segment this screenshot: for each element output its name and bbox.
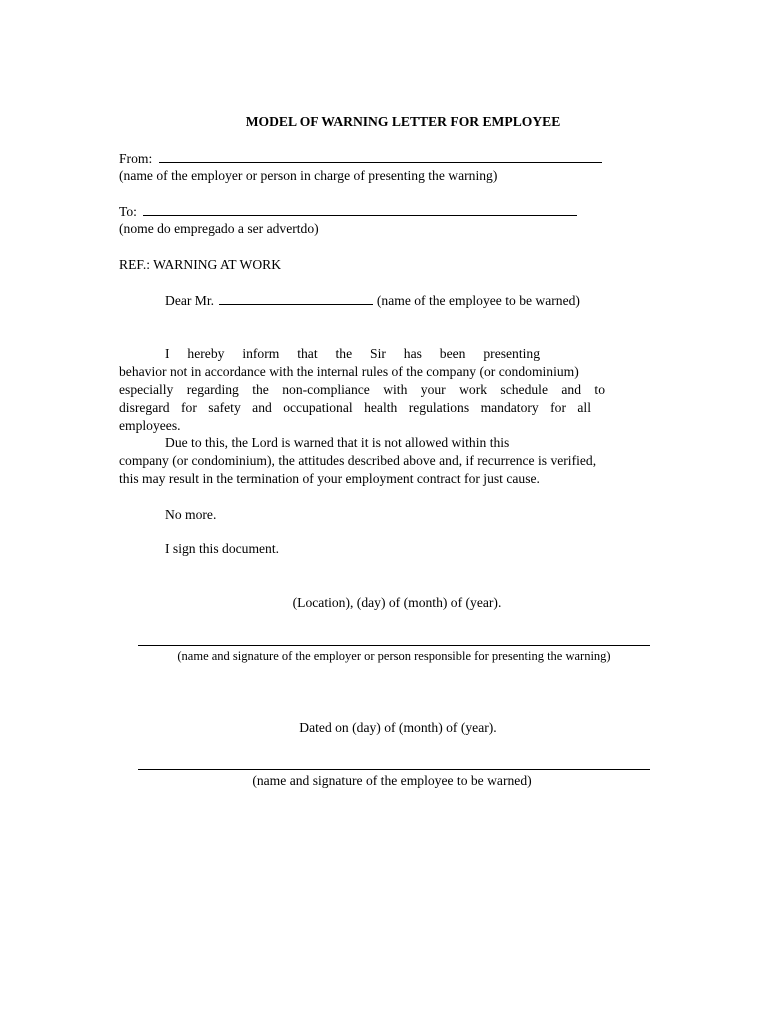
- body-p2-line-3: this may result in the termination of your employment contract for just cause.: [119, 471, 540, 486]
- to-label: To:: [119, 204, 137, 219]
- closing-no-more: No more.: [165, 507, 217, 522]
- salutation: [165, 291, 580, 310]
- to-blank[interactable]: [143, 202, 577, 216]
- body-p2-line-2: company (or condominium), the attitudes described above and, if recurrence is verified,: [119, 453, 597, 468]
- from-blank[interactable]: [159, 149, 602, 163]
- to-hint: (nome do empregado a ser advertdo): [119, 221, 319, 236]
- from-hint: (name of the employer or person in charge of presenting the warning): [119, 168, 498, 183]
- to-line: [119, 202, 577, 221]
- employee-name-blank[interactable]: [219, 291, 373, 305]
- salutation-hint: (name of the employee to be warned): [376, 293, 580, 308]
- document-title: MODEL OF WARNING LETTER FOR EMPLOYEE: [245, 114, 561, 129]
- body-p1-line-5: employees.: [119, 418, 181, 433]
- closing-sign: I sign this document.: [165, 541, 280, 556]
- from-label: From:: [119, 151, 153, 166]
- body-p1-line-1: I hereby inform that the Sir has been presenting: [165, 346, 540, 361]
- employee-signature-caption: (name and signature of the employee to be warned): [252, 773, 532, 788]
- reference-line: REF.: WARNING AT WORK: [119, 257, 282, 272]
- from-line: [119, 149, 602, 168]
- body-p1-line-2: behavior not in accordance with the internal rules of the company (or condominium): [119, 364, 579, 379]
- employer-signature-caption: (name and signature of the employer or person responsible for presenting the warning): [177, 649, 611, 663]
- dated-line: Dated on (day) of (month) of (year).: [299, 720, 497, 735]
- employee-signature-line[interactable]: [138, 769, 650, 770]
- place-date: (Location), (day) of (month) of (year).: [292, 595, 502, 610]
- body-p2-line-1: Due to this, the Lord is warned that it is not allowed within this: [165, 435, 510, 450]
- salutation-prefix: Dear Mr.: [165, 293, 215, 308]
- body-p1-line-4: disregard for safety and occupational health regulations mandatory for all: [119, 400, 591, 415]
- body-p1-line-3: especially regarding the non-compliance with your work schedule and to: [119, 382, 605, 397]
- employer-signature-line[interactable]: [138, 645, 650, 646]
